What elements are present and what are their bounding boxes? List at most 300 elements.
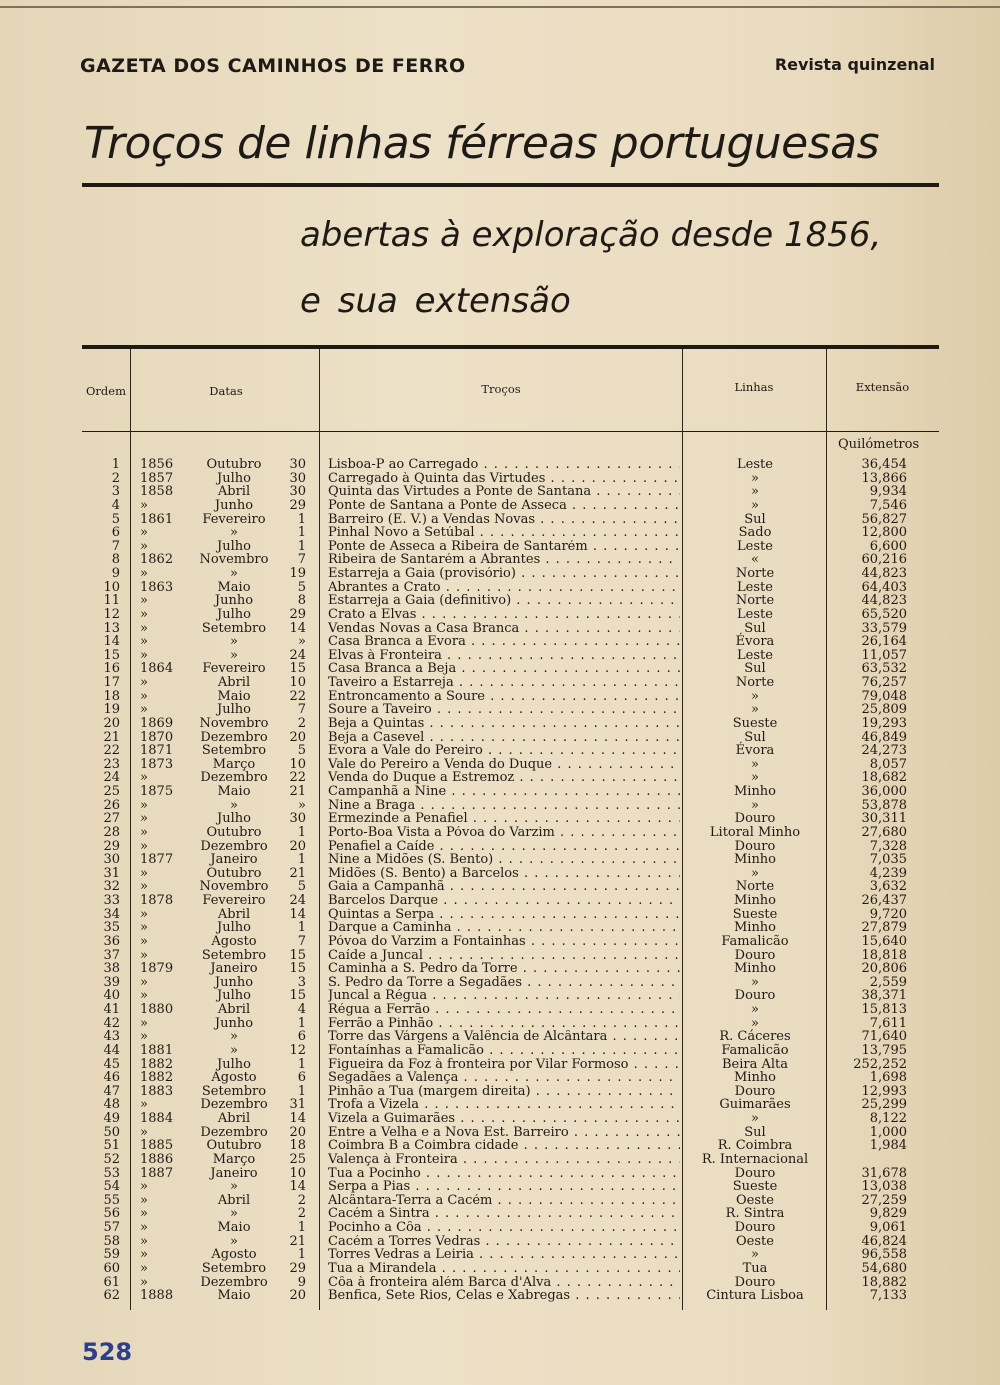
cell-linha: Douro (734, 947, 776, 963)
table-row (82, 799, 939, 813)
cell-linha: Minho (733, 920, 777, 936)
table-body (82, 458, 939, 1303)
cell-month: » (230, 1042, 238, 1058)
cell-year: 1888 (140, 1288, 174, 1304)
cell-month: Junho (214, 593, 254, 609)
cell-day: 5 (297, 579, 306, 595)
cell-day: 30 (289, 811, 306, 827)
cell-extensao: 1,698 (869, 1070, 907, 1086)
cell-day: 12 (289, 1042, 306, 1058)
cell-day: 2 (297, 1192, 306, 1208)
table-row (82, 553, 939, 567)
table-row (82, 949, 939, 963)
cell-linha: « (751, 552, 759, 568)
cell-ordem: 62 (103, 1288, 120, 1304)
cell-extensao: 63,532 (861, 661, 907, 677)
cell-day: 30 (289, 484, 306, 500)
cell-year: 1882 (140, 1056, 174, 1072)
cell-day: 15 (289, 947, 306, 963)
cell-month: Maio (217, 1288, 251, 1304)
cell-year: 1883 (140, 1083, 174, 1099)
cell-day: 24 (289, 647, 306, 663)
cell-extensao: 27,259 (861, 1192, 907, 1208)
cell-day: 31 (289, 1097, 306, 1113)
cell-linha: » (751, 1247, 759, 1263)
table-row (82, 758, 939, 772)
cell-year: » (140, 974, 148, 990)
cell-linha: Oeste (736, 1233, 774, 1249)
cell-linha: Tua (742, 1260, 768, 1276)
cell-extensao: 44,823 (861, 566, 907, 581)
cell-ordem: 13 (103, 620, 120, 636)
cell-troco: Régua a Ferrão . . . (328, 1003, 680, 1017)
header-extensao: Extensão (855, 380, 910, 394)
cell-extensao: 27,879 (861, 920, 907, 936)
table-row (82, 1126, 939, 1140)
cell-year: » (140, 879, 148, 895)
cell-month: » (230, 647, 238, 663)
cell-extensao: 27,680 (861, 824, 907, 840)
cell-ordem: 60 (103, 1260, 120, 1276)
cell-troco: Ponte de Santana a Ponte de Asseca . . . (328, 499, 680, 513)
cell-troco: Caíde a Juncal . . . (328, 949, 680, 963)
cell-year: » (140, 920, 148, 936)
cell-extensao: 13,038 (861, 1179, 907, 1195)
cell-ordem: 22 (103, 743, 120, 759)
table-row (82, 935, 939, 949)
cell-extensao: 20,806 (861, 961, 907, 977)
cell-ordem: 5 (111, 511, 120, 527)
cell-linha: Beira Alta (721, 1056, 789, 1072)
cell-day: 22 (289, 688, 306, 704)
cell-month: » (230, 525, 238, 541)
cell-month: Julho (217, 811, 251, 827)
header-ordem: Ordem (86, 384, 126, 398)
top-border-line (0, 6, 1000, 8)
cell-ordem: 11 (103, 593, 120, 609)
cell-extensao: 12,993 (861, 1083, 907, 1099)
cell-month: » (230, 566, 238, 581)
cell-extensao: 18,682 (861, 770, 907, 786)
cell-day: 25 (289, 1151, 306, 1167)
cell-troco: Tua a Mirandela . . . (328, 1262, 680, 1276)
cell-month: Julho (217, 702, 251, 718)
cell-troco: Nine a Midões (S. Bento) . . . (328, 853, 680, 867)
cell-linha: Minho (733, 852, 777, 868)
cell-troco: Nine a Braga . . . (328, 799, 680, 813)
cell-year: » (140, 647, 148, 663)
cell-day: 8 (297, 593, 306, 609)
cell-day: 18 (289, 1138, 306, 1154)
table-row (82, 785, 939, 799)
cell-linha: Leste (737, 647, 773, 663)
cell-day: 21 (289, 784, 306, 799)
table-row (82, 826, 939, 840)
cell-troco: Venda do Duque a Estremoz . . . (328, 771, 680, 785)
cell-year: » (140, 1029, 148, 1045)
cell-day: 1 (297, 538, 306, 554)
table-row (82, 771, 939, 785)
cell-day: 22 (289, 770, 306, 786)
cell-year: » (140, 906, 148, 922)
cell-linha: » (751, 756, 759, 772)
cell-ordem: 47 (103, 1083, 120, 1099)
cell-troco: S. Pedro da Torre a Segadães . . . (328, 976, 680, 990)
cell-linha: R. Internacional (701, 1151, 809, 1167)
table-row (82, 1221, 939, 1235)
cell-ordem: 31 (103, 865, 120, 881)
cell-month: Maio (217, 688, 251, 704)
cell-extensao: 65,520 (861, 606, 907, 622)
cell-linha: Norte (735, 593, 775, 609)
cell-month: Dezembro (200, 729, 268, 745)
cell-extensao: 26,437 (861, 893, 907, 908)
cell-day: 2 (297, 715, 306, 731)
cell-year: » (140, 1220, 148, 1235)
cell-month: Julho (217, 606, 251, 622)
cell-month: Abril (217, 1111, 251, 1126)
cell-troco: Alcântara-Terra a Cacém . . . (328, 1194, 680, 1208)
cell-day: 29 (289, 497, 306, 513)
cell-ordem: 54 (103, 1179, 120, 1195)
cell-troco: Torre das Várgens a Valência de Alcântara . . . (328, 1030, 680, 1044)
cell-ordem: 53 (103, 1165, 120, 1181)
cell-troco: Penafiel a Caíde . . . (328, 840, 680, 854)
table-row (82, 1017, 939, 1031)
cell-day: 10 (289, 756, 306, 772)
cell-linha: » (751, 974, 759, 990)
cell-year: 1857 (140, 470, 174, 486)
cell-troco: Pinhão a Tua (margem direita) . . . (328, 1085, 680, 1099)
cell-troco: Serpa a Pias . . . (328, 1180, 680, 1194)
cell-linha: Sul (744, 661, 766, 677)
cell-month: Abril (217, 675, 251, 690)
cell-ordem: 26 (103, 797, 120, 813)
cell-day: 29 (289, 606, 306, 622)
cell-ordem: 32 (103, 879, 120, 895)
cell-linha: Cintura Lisboa (706, 1288, 804, 1304)
cell-troco: Abrantes a Crato . . . (328, 581, 680, 595)
table-row (82, 812, 939, 826)
cell-day: 1 (297, 824, 306, 840)
cell-troco: Gaia a Campanhã . . . (328, 880, 680, 894)
cell-year: » (140, 1260, 148, 1276)
cell-ordem: 20 (103, 715, 120, 731)
table-row (82, 717, 939, 731)
article-subtitle-line-2: e sua extensão (300, 281, 571, 321)
cell-month: Novembro (199, 715, 269, 731)
cell-year: » (140, 947, 148, 963)
cell-month: Julho (217, 1056, 251, 1072)
title-rule (82, 183, 939, 187)
cell-year: 1871 (140, 743, 174, 759)
cell-month: Outubro (206, 865, 262, 881)
cell-ordem: 35 (103, 920, 120, 936)
cell-linha: Litoral Minho (709, 824, 801, 840)
cell-year: 1864 (140, 661, 174, 677)
table-row (82, 649, 939, 663)
cell-month: Fevereiro (202, 511, 266, 527)
cell-year: » (140, 702, 148, 718)
table-row (82, 540, 939, 554)
cell-extensao: 25,809 (861, 702, 907, 718)
table-row (82, 1276, 939, 1290)
cell-troco: Quinta das Virtudes a Ponte de Santana . . . (328, 485, 680, 499)
cell-day: 9 (297, 1274, 306, 1290)
cell-ordem: 12 (103, 606, 120, 622)
cell-linha: Famalicão (721, 933, 789, 949)
cell-day: 4 (297, 1002, 306, 1017)
cell-month: Abril (217, 1002, 251, 1017)
cell-month: Março (212, 1151, 256, 1167)
cell-ordem: 14 (103, 634, 120, 650)
cell-extensao: 18,818 (861, 947, 907, 963)
cell-ordem: 16 (103, 661, 120, 677)
cell-troco: Pocinho a Côa . . . (328, 1221, 680, 1235)
cell-troco: Torres Vedras a Leiria . . . (328, 1248, 680, 1262)
cell-ordem: 4 (111, 497, 120, 513)
cell-year: 1877 (140, 852, 174, 868)
cell-ordem: 50 (103, 1124, 120, 1140)
cell-extensao: 6,600 (869, 538, 907, 554)
cell-year: 1881 (140, 1042, 174, 1058)
cell-troco: Estarreja a Gaia (provisório) . . . (328, 567, 680, 581)
cell-linha: » (751, 797, 759, 813)
cell-month: Maio (217, 784, 251, 799)
cell-linha: Évora (735, 634, 775, 650)
cell-extensao: 96,558 (861, 1247, 907, 1263)
cell-extensao: 18,882 (861, 1274, 907, 1290)
cell-extensao: 79,048 (861, 688, 907, 704)
cell-troco: Valença à Fronteira . . . (328, 1153, 680, 1167)
cell-year: 1880 (140, 1002, 174, 1017)
cell-troco: Estarreja a Gaia (definitivo) . . . (328, 594, 680, 608)
cell-month: Fevereiro (202, 893, 266, 908)
cell-month: Março (212, 756, 256, 772)
table-row (82, 594, 939, 608)
table-row (82, 1098, 939, 1112)
table-row (82, 1085, 939, 1099)
cell-extensao: 13,866 (861, 470, 907, 486)
cell-ordem: 29 (103, 838, 120, 854)
cell-month: Janeiro (210, 1165, 258, 1181)
cell-month: Junho (214, 497, 254, 513)
table-row (82, 1235, 939, 1249)
cell-extensao: 15,640 (861, 933, 907, 949)
cell-ordem: 1 (111, 457, 120, 472)
cell-day: 1 (297, 852, 306, 868)
cell-ordem: 61 (103, 1274, 120, 1290)
cell-month: Dezembro (200, 1274, 268, 1290)
cell-extensao: 7,328 (869, 838, 907, 854)
cell-ordem: 30 (103, 852, 120, 868)
cell-month: » (230, 634, 238, 650)
cell-extensao: 36,454 (861, 457, 907, 472)
cell-ordem: 46 (103, 1070, 120, 1086)
cell-year: » (140, 1274, 148, 1290)
cell-extensao: 30,311 (861, 811, 907, 827)
cell-extensao: 44,823 (861, 593, 907, 609)
cell-ordem: 3 (111, 484, 120, 500)
cell-day: 3 (297, 974, 306, 990)
table-row (82, 1058, 939, 1072)
cell-linha: R. Coimbra (717, 1138, 793, 1154)
cell-linha: Sul (744, 729, 766, 745)
cell-month: Dezembro (200, 838, 268, 854)
cell-year: » (140, 634, 148, 650)
cell-linha: Sul (744, 511, 766, 527)
table-row (82, 581, 939, 595)
cell-extensao: 56,827 (861, 511, 907, 527)
cell-linha: Douro (734, 811, 776, 827)
cell-troco: Taveiro a Estarreja . . . (328, 676, 680, 690)
cell-month: » (230, 1179, 238, 1195)
cell-troco: Coimbra B a Coimbra cidade . . . (328, 1139, 680, 1153)
cell-ordem: 52 (103, 1151, 120, 1167)
cell-linha: Sueste (732, 715, 778, 731)
cell-linha: Évora (735, 743, 775, 759)
cell-month: Julho (217, 920, 251, 936)
cell-day: 21 (289, 865, 306, 881)
cell-linha: Minho (733, 961, 777, 977)
cell-ordem: 39 (103, 974, 120, 990)
cell-extensao: 53,878 (861, 797, 907, 813)
page-number: 528 (82, 1338, 133, 1366)
cell-extensao: 252,252 (853, 1056, 907, 1072)
table-row (82, 744, 939, 758)
cell-day: 10 (289, 1165, 306, 1181)
cell-day: 5 (297, 743, 306, 759)
cell-month: Julho (217, 988, 251, 1004)
cell-day: 30 (289, 470, 306, 486)
cell-ordem: 2 (111, 470, 120, 486)
cell-year: » (140, 606, 148, 622)
cell-year: » (140, 824, 148, 840)
cell-extensao: 7,546 (869, 497, 907, 513)
cell-day: 1 (297, 511, 306, 527)
cell-troco: Caminha a S. Pedro da Torre . . . (328, 962, 680, 976)
table-row (82, 567, 939, 581)
cell-linha: » (751, 1015, 759, 1031)
cell-extensao: 7,611 (869, 1015, 907, 1031)
cell-year: » (140, 566, 148, 581)
cell-year: » (140, 538, 148, 554)
cell-troco: Crato a Elvas . . . (328, 608, 680, 622)
table-header-rule (82, 431, 939, 432)
cell-troco: Casa Branca a Beja . . . (328, 662, 680, 676)
cell-year: » (140, 1124, 148, 1140)
cell-linha: Douro (734, 838, 776, 854)
cell-linha: Sado (738, 525, 772, 541)
cell-year: 1878 (140, 893, 174, 908)
cell-ordem: 15 (103, 647, 120, 663)
cell-ordem: 36 (103, 933, 120, 949)
cell-troco: Lisboa-P ao Carregado . . . (328, 458, 680, 472)
cell-extensao: 38,371 (861, 988, 907, 1004)
cell-year: » (140, 1015, 148, 1031)
cell-linha: » (751, 484, 759, 500)
cell-month: » (230, 797, 238, 813)
cell-day: 1 (297, 1247, 306, 1263)
cell-ordem: 18 (103, 688, 120, 704)
cell-troco: Segadães a Valença . . . (328, 1071, 680, 1085)
table-row (82, 1030, 939, 1044)
table-row (82, 921, 939, 935)
table-row (82, 1180, 939, 1194)
cell-month: Abril (217, 906, 251, 922)
cell-year: » (140, 1179, 148, 1195)
cell-troco: Ermezinde a Penafiel . . . (328, 812, 680, 826)
table-row (82, 1153, 939, 1167)
table-row (82, 676, 939, 690)
cell-month: Dezembro (200, 770, 268, 786)
table-row (82, 840, 939, 854)
cell-month: Outubro (206, 457, 262, 472)
cell-month: Novembro (199, 879, 269, 895)
table-row (82, 1003, 939, 1017)
cell-extensao: 9,720 (869, 906, 907, 922)
header-trocos: Troços (481, 382, 521, 396)
cell-ordem: 10 (103, 579, 120, 595)
cell-troco: Entre a Velha e a Nova Est. Barreiro . . . (328, 1126, 680, 1140)
cell-month: Julho (217, 538, 251, 554)
cell-troco: Vizela a Guimarães . . . (328, 1112, 680, 1126)
cell-troco: Trofa a Vizela . . . (328, 1098, 680, 1112)
table-row (82, 662, 939, 676)
cell-year: » (140, 497, 148, 513)
cell-ordem: 49 (103, 1111, 120, 1126)
cell-year: » (140, 838, 148, 854)
cell-year: 1870 (140, 729, 174, 745)
cell-linha: Norte (735, 675, 775, 690)
cell-month: Julho (217, 470, 251, 486)
cell-extensao: 7,035 (869, 852, 907, 868)
table-row (82, 731, 939, 745)
cell-ordem: 41 (103, 1002, 120, 1017)
cell-extensao: 71,640 (861, 1029, 907, 1045)
cell-day: 14 (289, 906, 306, 922)
cell-extensao: 64,403 (861, 579, 907, 595)
cell-ordem: 34 (103, 906, 120, 922)
cell-ordem: 38 (103, 961, 120, 977)
cell-day: 20 (289, 729, 306, 745)
cell-day: 7 (297, 702, 306, 718)
cell-troco: Barreiro (E. V.) a Vendas Novas . . . (328, 513, 680, 527)
table-row (82, 485, 939, 499)
cell-year: 1879 (140, 961, 174, 977)
cell-extensao: 1,000 (869, 1124, 907, 1140)
cell-linha: » (751, 1111, 759, 1126)
cell-ordem: 19 (103, 702, 120, 718)
cell-month: » (230, 1029, 238, 1045)
cell-extensao: 11,057 (861, 647, 907, 663)
cell-ordem: 8 (111, 552, 120, 568)
cell-troco: Darque a Caminha . . . (328, 921, 680, 935)
cell-day: 29 (289, 1260, 306, 1276)
cell-year: » (140, 933, 148, 949)
table-row (82, 1262, 939, 1276)
cell-year: » (140, 865, 148, 881)
cell-troco: Campanhã a Nine . . . (328, 785, 680, 799)
cell-day: 15 (289, 961, 306, 977)
cell-extensao: 26,164 (861, 634, 907, 650)
cell-linha: Oeste (736, 1192, 774, 1208)
cell-day: 7 (297, 933, 306, 949)
cell-extensao: 8,122 (869, 1111, 907, 1126)
cell-day: 21 (289, 1233, 306, 1249)
cell-month: Dezembro (200, 1124, 268, 1140)
cell-month: Janeiro (210, 852, 258, 868)
